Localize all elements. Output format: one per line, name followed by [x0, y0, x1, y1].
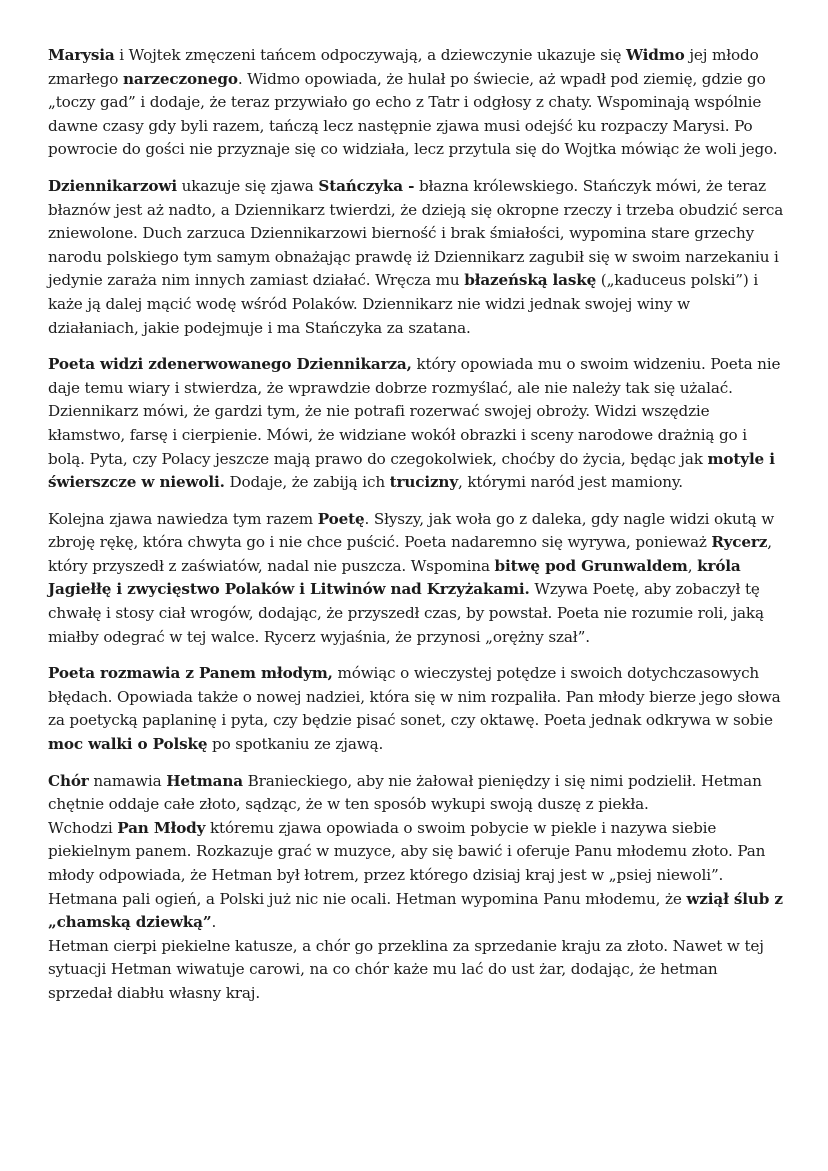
bold-text-run: moc walki o Polskę: [48, 735, 208, 754]
text-run: Dodaje, że zabiją ich: [224, 473, 390, 492]
text-run: Hetman cierpi piekielne katusze, a chór go przeklina za sprzedanie kraju za złoto. Nawet w tej sytuacji Hetman wiwatuje carowi, na co chór każe mu lać do ust żar, dodając, że hetman sprzedał diabłu własny kraj.: [48, 936, 764, 1002]
bold-text-run: Poetę: [317, 509, 365, 528]
bold-text-run: Hetmana: [166, 771, 243, 790]
bold-text-run: Rycerz: [711, 533, 768, 552]
text-run: . Widmo opowiada, że hulał po świecie, aż wpadł pod ziemię, gdzie go „toczy gad” i dodaje, że teraz przywiało go echo z Tatr i odgłosy z chaty. Wspominają wspólnie dawne czasy gdy byli razem, tańczą lecz następnie zjawa musi odejść ku rozpaczy Marysi. Po powrocie do gości nie przyznaje się co widziała, lecz przytula się do Wojtka mówiąc że woli jego.: [48, 69, 778, 159]
text-run: ukazuje się zjawa: [176, 176, 319, 195]
text-run: , którymi naród jest mamiony.: [458, 473, 683, 492]
bold-text-run: Widmo: [626, 46, 685, 64]
bold-text-run: Stańczyka -: [318, 176, 415, 195]
bold-text-run: Dziennikarzowi: [48, 176, 177, 195]
text-run: po spotkaniu ze zjawą.: [207, 735, 384, 754]
paragraph-pan-mlody-hetman: [48, 817, 784, 935]
bold-text-run: Pan Młody: [117, 818, 206, 837]
paragraph-hetman-katusze: [48, 935, 784, 1006]
bold-text-run: Poeta rozmawia z Panem młodym,: [48, 664, 333, 683]
bold-text-run: błazeńską laskę: [464, 271, 597, 290]
bold-text-run: trucizny: [389, 473, 458, 492]
text-run: . Słyszy, jak woła go z daleka, gdy nagle widzi okutą w zbroję rękę, która chwyta go i nie chce puścić. Poeta nadaremno się wyrywa, ponieważ: [48, 509, 775, 552]
paragraph-poeta-dziennikarz: [48, 353, 784, 495]
text-run: („kaduceus polski”) i każe ją dalej mącić wodę wśród Polaków. Dziennikarz nie widzi jednak swojej winy w działaniach, jakie podejmuje i ma Stańczyka za szatana.: [48, 271, 759, 337]
paragraph-marysia-widmo: [48, 44, 784, 162]
bold-text-run: Marysia: [48, 46, 115, 64]
text-run: któremu zjawa opowiada o swoim pobycie w piekle i nazywa siebie piekielnym panem. Rozkazuje grać w muzyce, aby się bawić i oferuje Panu młodemu złoto. Pan młody odpowiada, że Hetman był łotrem, przez którego dzisiaj kraj jest w „psiej niewoli”. Hetmana pali ogień, a Polski już nic nie ocali. Hetman wypomina Panu młodemu, że: [48, 818, 766, 908]
text-run: i Wojtek zmęczeni tańcem odpoczywają, a dziewczynie ukazuje się: [114, 46, 627, 64]
text-run: namawia: [88, 771, 167, 790]
text-run: , który przyszedł z zaświatów, nadal nie puszcza. Wspomina: [48, 533, 772, 575]
text-run: jej młodo zmarłego: [48, 46, 759, 88]
bold-text-run: bitwę pod Grunwaldem: [494, 556, 688, 575]
text-run: Wzywa Poetę, aby zobaczył tę chwałę i stosy ciał wrogów, dodając, że przyszedł czas, by powstał. Poeta nie rozumie roli, jaką miałby odegrać w tej walce. Rycerz wyjaśnia, że przynosi „orężny szał”.: [48, 580, 764, 646]
paragraph-chor-hetman: [48, 770, 784, 817]
text-run: .: [211, 913, 217, 932]
paragraph-poeta-pan-mlody: [48, 662, 784, 756]
bold-text-run: Poeta widzi zdenerwowanego Dziennikarza,: [48, 355, 412, 374]
text-run: Kolejna zjawa nawiedza tym razem: [48, 509, 318, 528]
paragraph-dziennikarz-stanczyk: [48, 175, 784, 340]
bold-text-run: króla Jagiełłę i zwycięstwo Polaków i Litwinów nad Krzyżakami.: [48, 556, 741, 599]
bold-text-run: motyle i świerszcze w niewoli.: [48, 449, 775, 492]
paragraph-poeta-rycerz: [48, 508, 784, 650]
bold-text-run: wziął ślub z „chamską dziewką”: [48, 889, 783, 932]
bold-text-run: narzeczonego: [122, 69, 238, 88]
text-run: mówiąc o wieczystej potędze i swoich dotychczasowych błędach. Opowiada także o nowej nadziei, która się w nim rozpaliła. Pan młody bierze jego słowa za poetycką paplaninę i pyta, czy będzie pisać sonet, czy oktawę. Poeta jednak odkrywa w sobie: [48, 664, 781, 730]
text-run: ,: [687, 556, 698, 575]
text-run: Wchodzi: [48, 818, 118, 837]
text-run: błazna królewskiego. Stańczyk mówi, że teraz błaznów jest aż nadto, a Dziennikarz twierdzi, że dzieją się okropne rzeczy i trzeba obudzić serca zniewolone. Duch zarzuca Dziennikarzowi bierność i brak śmiałości, wypomina stare grzechy narodu polskiego tym samym obnażając prawdę iż Dziennikarz zagubił się w swoim narzekaniu i jedynie zaraża nim innych zamiast działać. Wręcza mu: [48, 176, 784, 290]
text-run: Branieckiego, aby nie żałował pieniędzy i się nimi podzielił. Hetman chętnie oddaje całe złoto, sądząc, że w ten sposób wykupi swoją duszę z piekła.: [48, 771, 762, 814]
bold-text-run: Chór: [48, 771, 89, 790]
text-run: który opowiada mu o swoim widzeniu. Poeta nie daje temu wiary i stwierdza, że wprawdzie dobrze rozmyślać, ale nie należy tak się użalać. Dziennikarz mówi, że gardzi tym, że nie potrafi rozerwać swojej obroży. Widzi wszędzie kłamstwo, farsę i cierpienie. Mówi, że widziane wokół obrazki i sceny narodowe drażnią go i bolą. Pyta, czy Polacy jeszcze mają prawo do czegokolwiek, choćby do życia, będąc jak: [48, 355, 781, 468]
